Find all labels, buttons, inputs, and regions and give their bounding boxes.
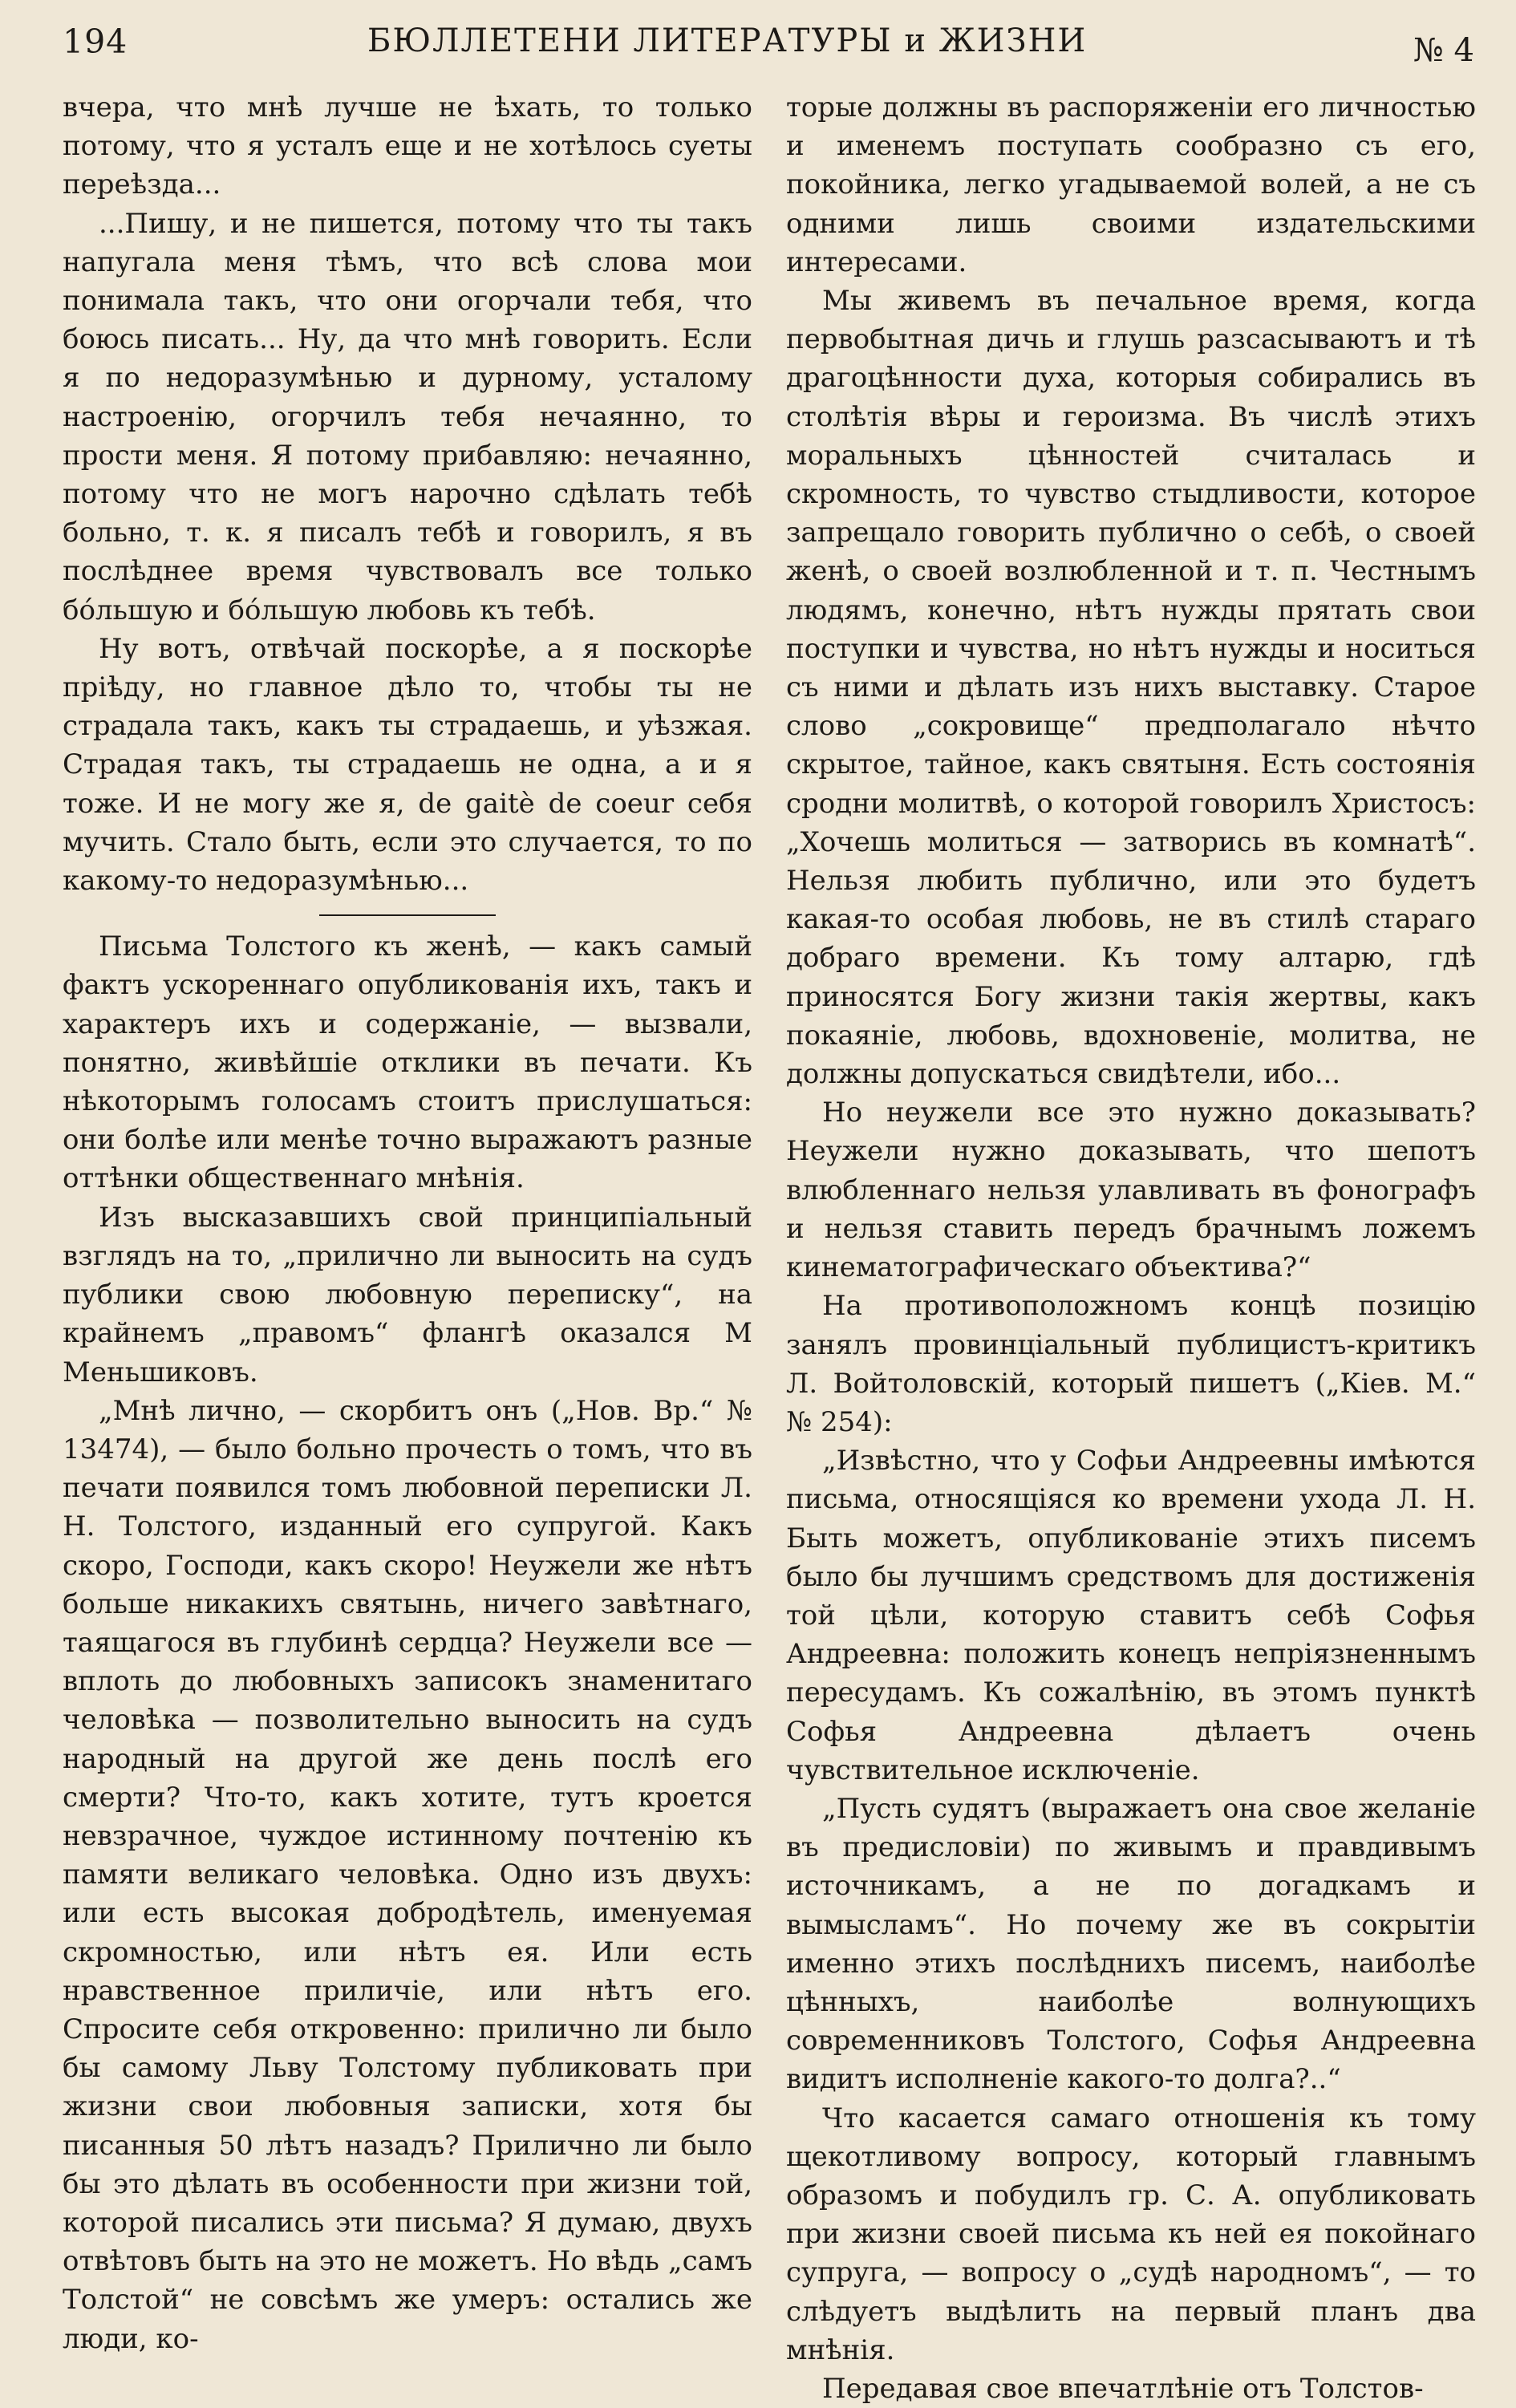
paragraph: Мы живемъ въ печальное время, когда первобытная дичь и глушь разсасываютъ и тѣ драгоцѣнности духа, которыя собирались въ столѣтія вѣры и героизма. Въ числѣ этихъ моральныхъ цѣнностей считалась и скромность, то чувство стыдливости, которое запрещало говорить публично о себѣ, о своей женѣ, о своей возлюбленной и т. п. Честнымъ людямъ, конечно, нѣтъ нужды прятать свои поступки и чувства, но нѣтъ нужды и носиться съ ними и дѣлать изъ нихъ выставку. Старое слово „сокровище“ предполагало нѣчто скрытое, тайное, какъ святыня. Есть состоянія сродни молитвѣ, о которой говорилъ Христосъ: „Хочешь молиться — затворись въ комнатѣ“. Нельзя любить публично, или это будетъ какая-то особая любовь, не въ стилѣ стараго добраго времени. Къ тому алтарю, гдѣ приносятся Богу жизни такія жертвы, какъ покаяніе, любовь, вдохновеніе, молитва, не должны допускаться свидѣтели, ибо...: [786, 285, 1476, 1091]
paragraph: Что касается самаго отношенія къ тому щекотливому вопросу, который главнымъ образомъ и побудилъ гр. С. А. опубликовать при жизни своей письма къ ней ея покойнаго супруга, — вопросу о „судѣ народномъ“, — то слѣдуетъ выдѣлить на первый планъ два мнѣнія.: [786, 2102, 1476, 2366]
paragraph: торые должны въ распоряженіи его личностью и именемъ поступать сообразно съ его, покойника, легко угадываемой волей, а не съ одними лишь своими издательскими интересами.: [786, 91, 1476, 278]
page-number: 194: [63, 22, 128, 61]
issue-number: № 4: [1413, 32, 1474, 69]
paragraph: Изъ высказавшихъ свой принципіальный взглядъ на то, „прилично ли выносить на судъ публики свою любовную переписку“, на крайнемъ „правомъ“ флангѣ оказался М Меньшиковъ.: [63, 1201, 752, 1388]
paragraph: Передавая свое впечатлѣніе отъ Толстов-: [822, 2372, 1424, 2405]
paragraph: вчера, что мнѣ лучше не ѣхать, то только потому, что я усталъ еще и не хотѣлось суеты переѣзда...: [63, 91, 752, 201]
paragraph: „Пусть судятъ (выражаетъ она свое желаніе въ предисловіи) по живымъ и правдивымъ источникамъ, а не по догадкамъ и вымысламъ“. Но почему же въ сокрытіи именно этихъ послѣднихъ писемъ, наиболѣе цѣнныхъ, наиболѣе волнующихъ современниковъ Толстого, Софья Андреевна видитъ исполненіе какого-то долга?..“: [786, 1792, 1476, 2096]
page-header: [63, 8, 1474, 69]
paragraph: Но неужели все это нужно доказывать? Неужели нужно доказывать, что шепотъ влюбленнаго нельзя улавливать въ фонографъ и нельзя ставить передъ брачнымъ ложемъ кинематографическаго объектива?“: [786, 1097, 1476, 1284]
running-title: БЮЛЛЕТЕНИ ЛИТЕРАТУРЫ и ЖИЗНИ: [367, 22, 1088, 59]
right-column: [786, 88, 1476, 2405]
section-divider: [319, 914, 496, 916]
paragraph: „Извѣстно, что у Софьи Андреевны имѣются письма, относящіяся ко времени ухода Л. Н. Быть можетъ, опубликованіе этихъ писемъ было бы лучшимъ средствомъ для достиженія той цѣли, которую ставитъ себѣ Софья Андреевна: положить конецъ непріязненнымъ пересудамъ. Къ сожалѣнію, въ этомъ пунктѣ Софья Андреевна дѣлаетъ очень чувствительное исключеніе.: [786, 1445, 1476, 1786]
paragraph: На противоположномъ концѣ позицію занялъ провинціальный публицистъ-критикъ Л. Войтоловскій, который пишетъ („Кіев. М.“ № 254):: [786, 1290, 1476, 1438]
paragraph: ...Пишу, и не пишется, потому что ты такъ напугала меня тѣмъ, что всѣ слова мои понимала такъ, что они огорчали тебя, что боюсь писать... Ну, да что мнѣ говорить. Если я по недоразумѣнью и дурному, усталому настроенію, огорчилъ тебя нечаянно, то прости меня. Я потому прибавляю: нечаянно, потому что не могъ нарочно сдѣлать тебѣ больно, т. к. я писалъ тебѣ и говорилъ, я въ послѣднее время чувствовалъ все только бóльшую и бóльшую любовь къ тебѣ.: [63, 207, 752, 626]
paragraph: Ну вотъ, отвѣчай поскорѣе, а я поскорѣе пріѣду, но главное дѣло то, чтобы ты не страдала такъ, какъ ты страдаешь, и уѣзжая. Страдая такъ, ты страдаешь не одна, а и я тоже. И не могу же я, de gaitè de coeur себя мучить. Стало быть, если это случается, то по какому-то недоразумѣнью...: [63, 632, 752, 898]
paragraph: „Мнѣ лично, — скорбитъ онъ („Нов. Вр.“ № 13474), — было больно прочесть о томъ, что въ печати появился томъ любовной переписки Л. Н. Толстого, изданный его супругой. Какъ скоро, Господи, какъ скоро! Неужели же нѣтъ больше никакихъ святынь, ничего завѣтнаго, таящагося въ глубинѣ сердца? Неужели все — вплоть до любовныхъ записокъ знаменитаго человѣка — позволительно выносить на судъ народный на другой же день послѣ его смерти? Что-то, какъ хотите, тутъ кроется невзрачное, чуждое истинному почтенію къ памяти великаго человѣка. Одно изъ двухъ: или есть высокая добродѣтель, именуемая скромностью, или нѣтъ ея. Или есть нравственное приличіе, или нѣтъ его. Спросите себя откровенно: прилично ли было бы самому Льву Толстому публиковать при жизни свои любовныя записки, хотя бы писанныя 50 лѣтъ назадъ? Прилично ли было бы это дѣлать въ особенности при жизни той, которой писались эти письма? Я думаю, двухъ отвѣтовъ быть на это не можетъ. Но вѣдь „самъ Толстой“ не совсѣмъ же умеръ: остались же люди, ко-: [63, 1394, 752, 2355]
left-column: [63, 88, 752, 2355]
paragraph: Письма Толстого къ женѣ, — какъ самый фактъ ускореннаго опубликованія ихъ, такъ и характеръ ихъ и содержаніе, — вызвали, понятно, живѣйшіе отклики въ печати. Къ нѣкоторымъ голосамъ стоитъ прислушаться: они болѣе или менѣе точно выражаютъ разные оттѣнки общественнаго мнѣнія.: [63, 930, 752, 1195]
